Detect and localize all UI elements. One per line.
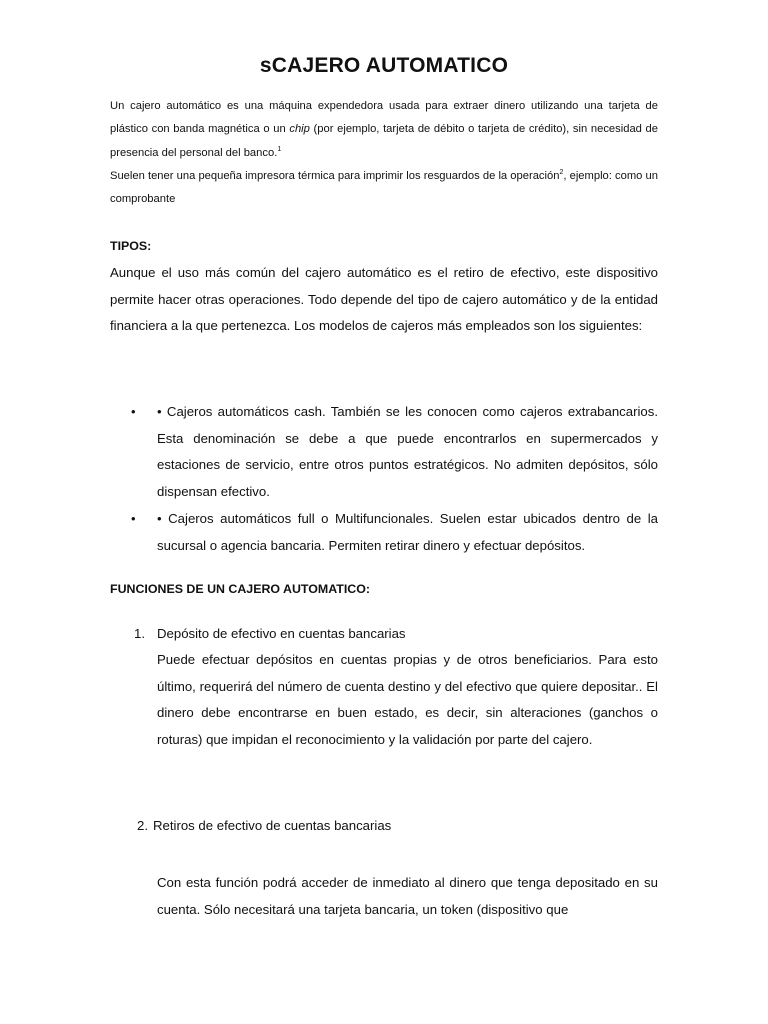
intro-paragraph-1 (110, 95, 658, 165)
intro-text: Suelen tener una pequeña impresora térmica para imprimir los resguardos de la operación (110, 169, 560, 182)
function-title-deposito: Depósito de efectivo en cuentas bancarias (157, 626, 406, 641)
intro-paragraph-2 (110, 165, 658, 212)
function-title-retiros: Retiros de efectivo de cuentas bancarias (153, 818, 392, 833)
intro-text: Un cajero automático es una máquina expendedora usada para extraer dinero utilizando una tarjeta de plástico con banda magnética o un (110, 100, 658, 136)
bullet-item-cash: • Cajeros automáticos cash. También se les conocen como cajeros extrabancarios. Esta denominación se debe a que puede encontrarlos en supermercados y estaciones de servicio, entre otros puntos estratégicos. No admiten depósitos, sólo dispensan efectivo. (157, 404, 658, 500)
document-title: sCAJERO AUTOMATICO (259, 54, 509, 77)
intro-text: , ejemplo: como un comprobante (110, 169, 658, 206)
function-description-retiros: Con esta función podrá acceder de inmediato al dinero que tenga depositado en su cuenta. Sólo necesitará una tarjeta bancaria, un token (dispositivo que (157, 875, 658, 917)
chip-term: chip (289, 123, 310, 136)
function-description-deposito: Puede efectuar depósitos en cuentas propias y de otros beneficiarios. Para esto último, requerirá del número de cuenta destino y del efectivo que quiere depositar.. El dinero debe encontrarse en buen estado, es decir, sin alteraciones (ganchos o roturas) que impidan el reconocimiento y la validación por parte del cajero. (157, 652, 658, 748)
bullet-marker: • (131, 404, 136, 419)
tipos-paragraph: Aunque el uso más común del cajero automático es el retiro de efectivo, este dispositivo permite hacer otras operaciones. Todo depende del tipo de cajero automático y de la entidad financiera a la que pertenezca. Los modelos de cajeros más empleados son los siguientes: (110, 265, 658, 334)
footnote-marker[interactable]: 2 (559, 168, 564, 176)
list-number: 1. (134, 626, 145, 641)
funciones-heading: FUNCIONES DE UN CAJERO AUTOMATICO: (110, 582, 370, 596)
list-number: 2. (137, 818, 148, 833)
bullet-marker: • (131, 511, 136, 526)
footnote-marker[interactable]: 1 (277, 145, 282, 153)
intro-text: (por ejemplo, tarjeta de débito o tarjeta de crédito), sin necesidad de presencia del personal del banco. (110, 123, 658, 159)
intro-section (110, 95, 658, 211)
bullet-item-full: • Cajeros automáticos full o Multifuncionales. Suelen estar ubicados dentro de la sucursal o agencia bancaria. Permiten retirar dinero y efectuar depósitos. (157, 511, 658, 553)
tipos-heading: TIPOS: (110, 239, 152, 253)
